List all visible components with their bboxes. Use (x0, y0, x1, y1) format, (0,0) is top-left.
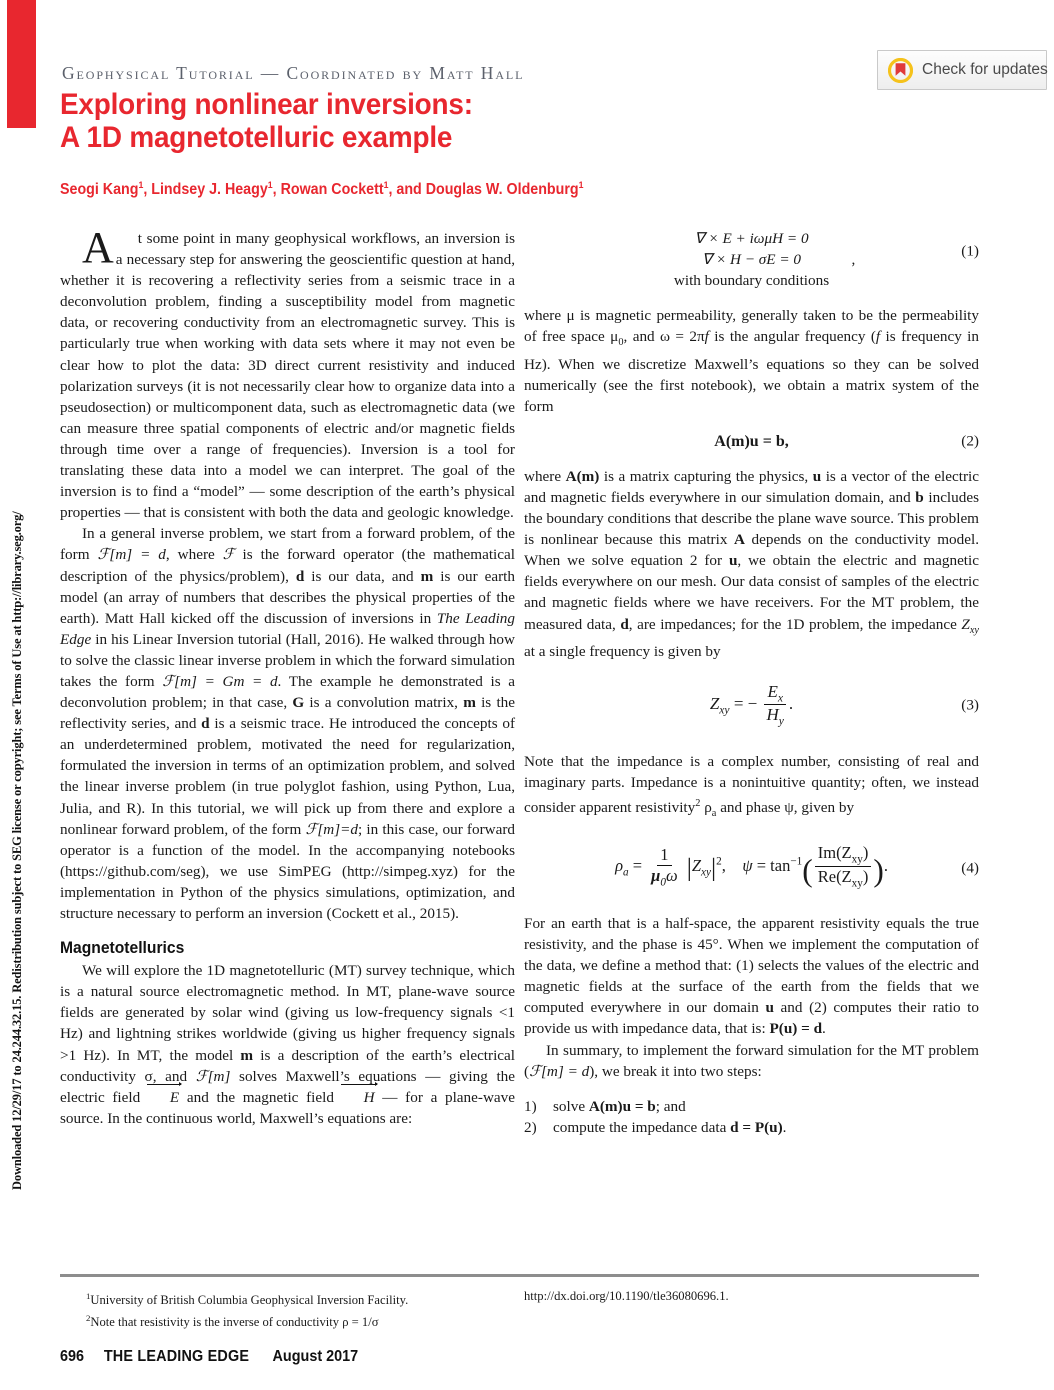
eq4-abs-open: | (686, 852, 692, 882)
equation-4-body (615, 843, 888, 890)
equation-4-number: (4) (961, 859, 979, 876)
t: is a description of the earth’s electrical conductivity σ, and (60, 1046, 516, 1085)
t: In summary, to implement the forward simulation for the MT problem ( (524, 1041, 979, 1080)
check-for-updates-label: Check for updates (922, 61, 1048, 78)
math-m: m (420, 567, 434, 585)
math-u: u (812, 467, 822, 485)
equation-1-number: (1) (961, 242, 979, 260)
title-line-2: A 1D magnetotelluric example (60, 121, 453, 154)
eq3-eq: = − (733, 694, 758, 714)
author-affiliation-marker: 1 (138, 180, 144, 191)
footnote-1 (86, 1288, 506, 1310)
author-name: Rowan Cockett (280, 181, 384, 199)
t: is frequency in Hz). When we discretize Maxwell’s equations so they can be solved numerically (see the first notebook), we obtain a matrix system of the form (524, 328, 980, 415)
eq1-l1: ∇ × E + iωμH = 0 (694, 230, 809, 247)
footnote-divider (60, 1274, 979, 1277)
eq4-Z-sub: xy (701, 866, 712, 879)
journal-name: The Leading Edge (60, 609, 515, 648)
page-footer (60, 1348, 358, 1366)
t: is the reflectivity series, and (60, 694, 515, 733)
eq3-Z: Z (709, 694, 720, 714)
eq4-abs-close: | (711, 852, 717, 882)
eq3-numerator (764, 682, 786, 706)
t: , are impedances; for the 1D problem, the impedance (628, 615, 962, 633)
step-row (524, 1117, 979, 1139)
crossmark-circle-icon (888, 58, 913, 83)
author-affiliation-marker: 1 (267, 180, 273, 191)
page-title (60, 88, 655, 154)
math-u2: u (728, 552, 738, 570)
math-m2: m (463, 694, 476, 712)
step-row (524, 1096, 979, 1118)
math-d-data: d (620, 615, 629, 633)
t: in his Linear Inversion tutorial (Hall, 2016). He walked through how to solve the classic linear inverse problem in which the forward simulation takes the form (60, 630, 515, 690)
eq1-comma: , (851, 251, 856, 269)
math-d2: d (201, 715, 210, 733)
math-b: b (915, 488, 924, 506)
t: is a vector of the electric and magnetic fields everywhere in our simulation domain, and (524, 467, 979, 506)
equation-1-block (524, 228, 979, 291)
eq4-rho-sub: a (622, 866, 629, 879)
paragraph-matrix-system (524, 466, 979, 662)
paragraph-permeability (524, 305, 979, 417)
t: 0 (618, 337, 624, 349)
t: Note that the impedance is a complex number, consisting of real and imaginary parts. Impedance is a nonintuitive quantity; often, we instead consider apparent resistivity (524, 752, 979, 816)
t: is a convolution matrix, (304, 694, 464, 712)
forward-simulation-steps (524, 1096, 979, 1139)
tutorial-kicker: Geophysical Tutorial — Coordinated by Matt Hall (62, 63, 525, 83)
math-G: G (292, 694, 305, 712)
t: and (2) computes their ratio to provide us with impedance data, that is: (524, 999, 979, 1038)
eq4-eq: = (632, 856, 643, 876)
eq1-l2: ∇ × H − σE = 0 (701, 251, 801, 269)
t: Im(Z (817, 843, 852, 863)
t: is the forward operator (the mathematical description of the physics/problem), (60, 546, 515, 585)
footnote-2-text: Note that resistivity is the inverse of conductivity ρ = 1/σ (90, 1314, 379, 1329)
t: ρ (700, 798, 712, 816)
t: For an earth that is a half-space, the apparent resistivity equals the true resistivity, and the phase is 45°. When we implement the computation of the data, we define a method that: (1) selects the values of the electric and magnetic fields at the surface of the earth from the fields that we computed everywhere in our domain (524, 915, 979, 1017)
equation-3-body (709, 681, 794, 728)
equation-2-body: A(m)u = b, (714, 432, 789, 450)
t: . (822, 1020, 826, 1038)
footnote-2 (86, 1310, 506, 1332)
paragraph-impedance (524, 751, 979, 824)
eq4-mu-sub: 0 (660, 875, 666, 888)
equation-1-line-1 (524, 228, 979, 249)
eq4-inv: −1 (790, 855, 803, 868)
eq4-power: 2 (716, 855, 722, 868)
t: ) (862, 867, 869, 887)
math-vector-E: E (148, 1087, 179, 1108)
eq4-fraction-1 (648, 846, 680, 890)
eq4-tan: = tan (756, 856, 791, 876)
eq4-f2-den (815, 867, 872, 891)
eq3-period: . (788, 694, 794, 714)
math-f: f (704, 328, 709, 346)
footnote-ref-2: 2 (695, 797, 701, 809)
eq4-omega: ω (665, 865, 678, 885)
t: is a seismic trace. He introduced the concepts of an underdetermined problem, motivated the need for regularization, formulated the inversion in terms of an optimization problem, and solved the linear inverse problem (in true polyglot fashion, using Python, Lua, Julia, and R). In this tutorial, we will pick up from there and explore a nonlinear forward problem, of the form (60, 715, 515, 838)
t: xy (851, 853, 863, 866)
math-d: d (295, 567, 305, 585)
step-text: compute the impedance data d = P(u). (553, 1119, 787, 1137)
check-for-updates-button[interactable] (877, 50, 1047, 90)
eq3-E: E (767, 681, 778, 701)
math-forward-eq-1: ℱ[m] = d (97, 546, 166, 564)
t: where μ is magnetic permeability, generally taken to be the permeability of free space μ (524, 307, 979, 346)
equation-3-block (524, 682, 979, 729)
eq4-comma: , (721, 856, 726, 876)
eq4-Z: Z (691, 856, 702, 876)
column-left (60, 223, 516, 1129)
eq4-f1-num: 1 (657, 846, 671, 866)
equation-2-number: (2) (961, 432, 979, 450)
math-A: A (733, 531, 745, 549)
eq4-rho: ρ (615, 856, 623, 876)
footnote-1-marker: 1 (86, 1291, 91, 1301)
math-F-m: ℱ[m] (195, 1067, 231, 1085)
t: is our data, and (304, 567, 421, 585)
math-forward-eq-2: ℱ[m] = Gm = d (162, 672, 278, 690)
math-A-m: A(m) (565, 467, 600, 485)
step-text: solve A(m)u = b; and (553, 1097, 686, 1115)
equation-2-block (524, 431, 979, 452)
equation-4-block (524, 844, 979, 891)
footnote-2-marker: 2 (86, 1312, 91, 1323)
eq4-paren-open: ( (802, 853, 813, 889)
author-name: Seogi Kang (60, 181, 139, 199)
eq3-H: H (766, 705, 779, 725)
author-name: Lindsey J. Heagy (151, 181, 268, 199)
paragraph-halfspace (524, 913, 979, 1040)
red-accent-bar (7, 0, 36, 128)
step-math: d = P(u) (730, 1119, 783, 1137)
issue-date: August 2017 (272, 1348, 359, 1365)
page-number: 696 (60, 1348, 85, 1365)
step-number: 2) (524, 1119, 537, 1137)
title-line-1: Exploring nonlinear inversions: (60, 88, 473, 121)
t: xy (851, 877, 863, 890)
t: , where (165, 546, 223, 564)
math-P-u: P(u) = d (769, 1020, 823, 1038)
download-rights-notice: Downloaded 12/29/17 to 24.244.32.15. Redistribution subject to SEG license or copyright; see Terms of Use at http://library.seg.org/ (10, 511, 24, 1190)
footnote-1-text: University of British Columbia Geophysical Inversion Facility. (90, 1293, 409, 1308)
math-F-m-d: ℱ[m] = d (529, 1062, 590, 1080)
eq4-fraction-2 (815, 844, 872, 891)
math-u3: u (765, 999, 774, 1017)
author-affiliation-marker: 1 (578, 180, 584, 191)
eq4-f1-den (648, 866, 680, 890)
t: includes the boundary conditions that describe the plane wave source. This problem is nonlinear because this matrix (524, 488, 979, 549)
t: — for a plane-wave source. In the continuous world, Maxwell’s equations are: (60, 1088, 515, 1127)
eq4-mu: μ (651, 865, 661, 885)
t: and phase ψ, given by (716, 798, 855, 816)
t: . The example he demonstrated is a deconvolution problem; in that case, (60, 672, 515, 712)
paragraph-inverse-problem (60, 523, 515, 924)
eq4-paren-close: ) (873, 853, 884, 889)
eq1-boundary-note: with boundary conditions (673, 272, 830, 290)
math-f2: f (875, 328, 881, 346)
step-number: 1) (524, 1097, 537, 1115)
t: In a general inverse problem, we start from a forward problem, of the form (60, 525, 515, 564)
equation-3-number: (3) (961, 696, 979, 714)
drop-cap: A (82, 223, 114, 272)
t: ; in this case, our forward operator is a function of the model. In the accompanying notebooks (https://github.com/seg), we use SimPEG (http://simpeg.xyz) for the implementation in Python of the physics simulations, optimization, and structure necessary to perform an inversion (Cockett et al., 2015). (60, 820, 515, 922)
t: Re(Z (817, 867, 852, 887)
t: at a single frequency is given by (524, 642, 721, 660)
t: We will explore the 1D magnetotelluric (MT) survey technique, which is a natural source electromagnetic method. In MT, plane-wave source fields are generated by solar wind (giving us low-frequency signals <1 Hz) and lightning strikes worldwide (giving us higher frequency signals >1 Hz). In MT, the model (60, 962, 515, 1064)
eq3-fraction (764, 682, 787, 729)
author-name: and Douglas W. Oldenburg (396, 181, 579, 199)
paragraph-mt-intro (60, 960, 515, 1129)
t: and the magnetic field (179, 1088, 342, 1106)
math-Zxy-inline: $Z_{xy}$ (961, 615, 979, 636)
eq3-Z-sub: xy (719, 703, 730, 717)
paragraph-summary (524, 1040, 979, 1082)
eq3-H-sub: y (778, 714, 784, 728)
t: where (524, 467, 566, 485)
step-math: A(m)u = b (588, 1097, 656, 1115)
section-heading-magnetotellurics: Magnetotellurics (60, 938, 185, 958)
eq3-E-sub: x (777, 691, 783, 705)
paragraph-intro (60, 223, 515, 523)
math-operator-F: ℱ (222, 546, 235, 564)
t: solves Maxwell’s equations — giving the electric field (60, 1067, 515, 1106)
paragraph-intro-text: t some point in many geophysical workflows, an inversion is a necessary step for answering the geoscientific question at hand, whether it is recovering a reflectivity series from a seismic trace in a deconvolution problem, finding a susceptibility model from magnetic data, or recovering conductivity from an electromagnetic survey. This is particularly true when working with data sets where it may not even be clear how to plot the data: 3D direct current resistivity and induced polarization surveys (it is not necessarily clear how to organize data into a pseudosection) or multicomponent data, such as electromagnetic data (we can measure three spatial components of electric and/or magnetic fields through time over a range of frequencies). Inversion is a tool for translating these data into a model we can interpret. The goal of the inversion is to find a “model” — some description of the earth’s physical properties — that is consistent with both the data and geologic knowledge. (60, 230, 515, 522)
t: depends on the conductivity model. When we solve equation 2 for (524, 531, 979, 570)
eq4-f2-num (815, 844, 872, 867)
doi-link[interactable]: http://dx.doi.org/10.1190/tle36080696.1. (524, 1289, 729, 1303)
author-list: Seogi Kang$^1$, Lindsey J. Heagy$^1$, Rowan Cockett$^1$, and Douglas W. Oldenburg$^1$ (60, 180, 584, 199)
t: is a matrix capturing the physics, (599, 467, 813, 485)
t: , and ω = 2π (623, 328, 705, 346)
t: is our earth model (an array of numbers that describes the physical properties of the earth). Matt Hall kicked off the discussion of inversions in (60, 567, 515, 627)
math-vector-H: H (342, 1087, 375, 1108)
eq4-period: . (883, 856, 888, 876)
eq4-psi: ψ (742, 856, 753, 876)
publication-name: THE LEADING EDGE (103, 1348, 250, 1365)
t: ) (862, 843, 869, 863)
eq3-denominator (764, 705, 787, 728)
t: is the angular frequency ( (708, 328, 876, 346)
footnotes (86, 1288, 506, 1331)
math-forward-eq-3: ℱ[m]=d (305, 820, 359, 838)
math-m3: m (240, 1046, 254, 1064)
author-affiliation-marker: 1 (383, 180, 389, 191)
t: ), we break it into two steps: (589, 1062, 762, 1080)
t: , we obtain the electric and magnetic fields everywhere on our mesh. Our data consist of samples of the electric and magnetic fields where we have receivers. For the MT problem, the measured data, (524, 552, 979, 633)
t: a (711, 807, 717, 819)
column-right (524, 228, 979, 1139)
